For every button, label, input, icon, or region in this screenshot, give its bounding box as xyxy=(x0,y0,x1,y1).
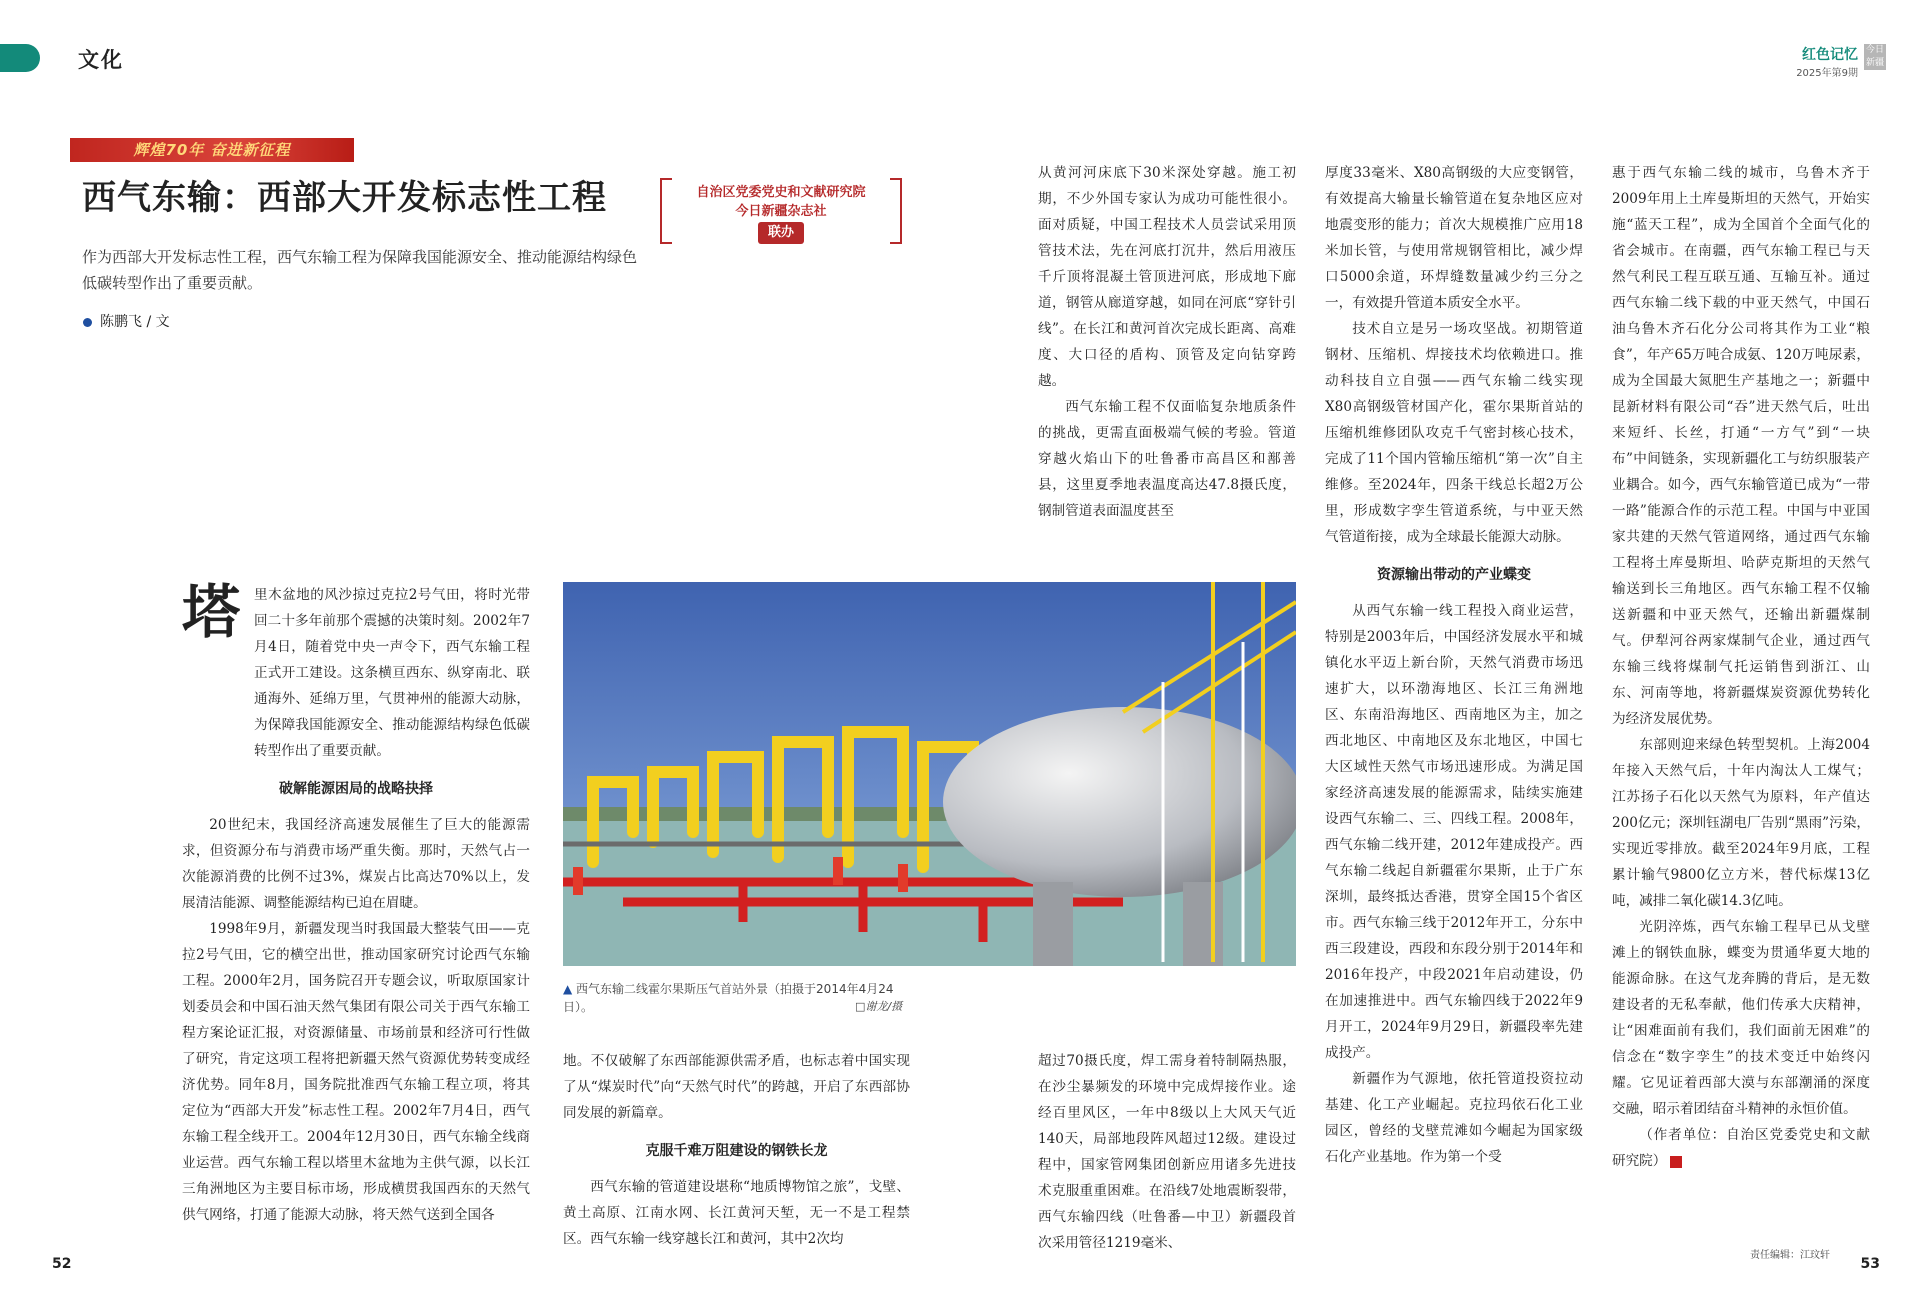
article-lead: 作为西部大开发标志性工程，西气东输工程为保障我国能源安全、推动能源结构绿色低碳转型作出了重要贡献。 xyxy=(82,248,638,292)
drop-cap: 塔 xyxy=(182,578,241,646)
paragraph: 从西气东输一线工程投入商业运营，特别是2003年后，中国经济发展水平和城镇化水平迈上新台阶，天然气消费市场迅速扩大，以环渤海地区、长江三角洲地区、东南沿海地区、西南地区为主，加之西北地区、中南地区及东北地区，中国七大区域性天然气市场迅速形成。为满足国家经济高速发展的能源需求，陆续实施建设西气东输二、三、四线工程。2008年，西气东输二线开建，2012年建成投产。西气东输二线起自新疆霍尔果斯，止于广东深圳，最终抵达香港，贯穿全国15个省区市。西气东输三线于2012年开工，分东中西三段建设，西段和东段分别于2014年和2016年投产，中段2021年启动建设，仍在加速推进中。西气东输四线于2022年9月开工，2024年9月29日，新疆段率先建成投产。 xyxy=(1325,603,1583,1061)
paragraph: 厚度33毫米、X80高钢级的大应变钢管，有效提高大输量长输管道在复杂地区应对地震变形的能力；首次大规模推广应用18米加长管，与使用常规钢管相比，减少焊口5000余道，环焊缝数量减少约三分之一，有效提升管道本质安全水平。 xyxy=(1325,165,1583,311)
subhead-industry: 资源输出带动的产业蝶变 xyxy=(1377,567,1531,583)
subhead-construction: 克服千难万阻建设的钢铁长龙 xyxy=(645,1143,828,1159)
paragraph: 20世纪末，我国经济高速发展催生了巨大的能源需求，但资源分布与消费市场严重失衡。那时，天然气占一次能源消费的比例不过3%，煤炭占比高达70%以上，发展清洁能源、调整能源结构已迫在眉睫。 xyxy=(182,817,530,911)
paragraph: 地。不仅破解了东西部能源供需矛盾，也标志着中国实现了从“煤炭时代”向“天然气时代”的跨越，开启了东西部协同发展的新篇章。 xyxy=(563,1053,910,1121)
paragraph: 从黄河河床底下30米深处穿越。施工初期，不少外国专家认为成功可能性很小。面对质疑，中国工程技术人员尝试采用顶管技术法，先在河底打沉井，然后用液压千斤顶将混凝土管顶进河底，形成地下廊道，钢管从廊道穿越，如同在河底“穿针引线”。在长江和黄河首次完成长距离、高难度、大口径的盾构、顶管及定向钻穿跨越。 xyxy=(1038,165,1296,389)
magazine-brand xyxy=(1796,44,1858,79)
article-title: 西气东输：西部大开发标志性工程 xyxy=(82,178,607,218)
caption-triangle-icon: ▲ xyxy=(563,982,577,996)
body-column-e xyxy=(1612,160,1870,1174)
page-number-right: 53 xyxy=(1860,1256,1880,1272)
co-organized-badge: 联办 xyxy=(758,222,804,244)
body-column-a xyxy=(182,578,530,1228)
section-tab-marker xyxy=(0,44,40,72)
subhead-strategy: 破解能源困局的战略抉择 xyxy=(279,781,433,797)
caption-text: 西气东输二线霍尔果斯压气首站外景（拍摄于2014年4月24日）。 xyxy=(563,982,894,1014)
paragraph: 西气东输工程不仅面临复杂地质条件的挑战，更需直面极端气候的考验。管道穿越火焰山下的吐鲁番市高昌区和鄯善县，这里夏季地表温度高达47.8摄氏度，钢制管道表面温度甚至 xyxy=(1038,399,1296,519)
body-column-d xyxy=(1325,160,1583,1170)
intro-paragraph: 里木盆地的风沙掠过克拉2号气田，将时光带回二十多年前那个震撼的决策时刻。2002年7月4日，随着党中央一声令下，西气东输工程正式开工建设。这条横亘西东、纵穿南北、联通海外、延绵万里，气贯神州的能源大动脉，为保障我国能源安全、推动能源结构绿色低碳转型作出了重要贡献。 xyxy=(254,587,530,759)
photo-credit: □谢龙/摄 xyxy=(855,1000,903,1013)
author-affiliation: （作者单位：自治区党委党史和文献研究院） xyxy=(1612,1127,1870,1169)
brand-name: 红色记忆 xyxy=(1802,47,1858,63)
end-mark-icon xyxy=(1670,1156,1682,1168)
paragraph: 超过70摄氏度，焊工需身着特制隔热服，在沙尘暴频发的环境中完成焊接作业。途经百里风区，一年中8级以上大风天气近140天，局部地段阵风超过12级。建设过程中，国家管网集团创新应用诸多先进技术克服重重困难。在沿线7处地震断裂带，西气东输四线（吐鲁番—中卫）新疆段首次采用管径1219毫米、 xyxy=(1038,1053,1296,1251)
author-byline: 陈鹏飞 / 文 xyxy=(100,314,170,330)
paragraph: 西气东输的管道建设堪称“地质博物馆之旅”，戈壁、黄土高原、江南水网、长江黄河天堑，无一不是工程禁区。西气东输一线穿越长江和黄河，其中2次均 xyxy=(563,1179,910,1247)
responsible-editor: 责任编辑：江玟轩 xyxy=(1750,1250,1830,1261)
paragraph: 光阴淬炼，西气东输工程早已从戈壁滩上的钢铁血脉，蝶变为贯通华夏大地的能源命脉。在这气龙奔腾的背后，是无数建设者的无私奉献，他们传承大庆精神，让“困难面前有我们，我们面前无困难”的信念在“数字孪生”的技术变迁中始终闪耀。它见证着西部大漠与东部潮涌的深度交融，昭示着团结奋斗精神的永恒价值。 xyxy=(1612,919,1870,1117)
body-column-b xyxy=(563,1048,910,1252)
paragraph: 技术自立是另一场攻坚战。初期管道钢材、压缩机、焊接技术均依赖进口。推动科技自立自强——西气东输二线实现X80高钢级管材国产化，霍尔果斯首站的压缩机维修团队攻克千气密封核心技术，完成了11个国内管输压缩机“第一次”自主维修。至2024年，四条干线总长超2万公里，形成数字孪生管道系统，与中亚天然气管道衔接，成为全球最长能源大动脉。 xyxy=(1325,321,1583,545)
pipeline-station-photo xyxy=(563,582,1296,966)
organizer-line-1: 自治区党委党史和文献研究院 xyxy=(696,185,866,200)
paragraph: 新疆作为气源地，依托管道投资拉动基建、化工产业崛起。克拉玛依石化工业园区，曾经的戈壁荒滩如今崛起为国家级石化产业基地。作为第一个受 xyxy=(1325,1071,1583,1165)
author-bullet-icon xyxy=(83,318,92,327)
brand-issue: 2025年第9期 xyxy=(1796,68,1858,79)
paragraph: 惠于西气东输二线的城市，乌鲁木齐于2009年用上土库曼斯坦的天然气，开始实施“蓝天工程”，成为全国首个全面气化的省会城市。在南疆，西气东输工程已与天然气利民工程互联互通、互输互补。通过西气东输二线下载的中亚天然气，中国石油乌鲁木齐石化分公司将其作为工业“粮食”，年产65万吨合成氨、120万吨尿素，成为全国最大氮肥生产基地之一；新疆中昆新材料有限公司“吞”进天然气后，吐出来短纤、长丝，打通“一方气”到“一块布”中间链条，实现新疆化工与纺织服装产业耦合。如今，西气东输管道已成为“一带一路”能源合作的示范工程。中国与中亚国家共建的天然气管道网络，通过西气东输工程将土库曼斯坦、哈萨克斯坦的天然气输送到长三角地区。西气东输工程不仅输送新疆和中亚天然气，还输出新疆煤制气。伊犁河谷两家煤制气企业，通过西气东输三线将煤制气托运销售到浙江、山东、河南等地，将新疆煤炭资源优势转化为经济发展优势。 xyxy=(1612,165,1870,727)
series-banner: 辉煌70年 奋进新征程 xyxy=(70,138,354,162)
organizer-line-2: 今日新疆杂志社 xyxy=(735,204,827,219)
paragraph: 1998年9月，新疆发现当时我国最大整装气田——克拉2号气田，它的横空出世，推动国家研究讨论西气东输工程。2000年2月，国务院召开专题会议，听取原国家计划委员会和中国石油天然气集团有限公司关于西气东输工程方案论证汇报，对资源储量、市场前景和经济可行性做了研究，肯定这项工程将把新疆天然气资源优势转变成经济优势。同年8月，国务院批准西气东输工程立项，将其定位为“西部大开发”标志性工程。2002年7月4日，西气东输工程全线开工。2004年12月30日，西气东输全线商业运营。西气东输工程以塔里木盆地为主供气源，以长江三角洲地区为主要目标市场，形成横贯我国西东的天然气供气网络，打通了能源大动脉，将天然气送到全国各 xyxy=(182,921,530,1223)
paragraph: 东部则迎来绿色转型契机。上海2004年接入天然气后，十年内淘汰人工煤气；江苏扬子石化以天然气为原料，年产值达200亿元；深圳钰湖电厂告别“黑雨”污染，实现近零排放。截至2024年9月底，工程累计输气9800亿立方米，替代标煤13亿吨，减排二氧化碳14.3亿吨。 xyxy=(1612,737,1870,909)
body-column-c-bottom xyxy=(1038,1048,1296,1256)
page-number-left: 52 xyxy=(52,1256,72,1272)
section-label: 文化 xyxy=(78,47,124,72)
body-column-c-top xyxy=(1038,160,1296,524)
brand-logo-box: 今日新疆 xyxy=(1865,45,1884,68)
